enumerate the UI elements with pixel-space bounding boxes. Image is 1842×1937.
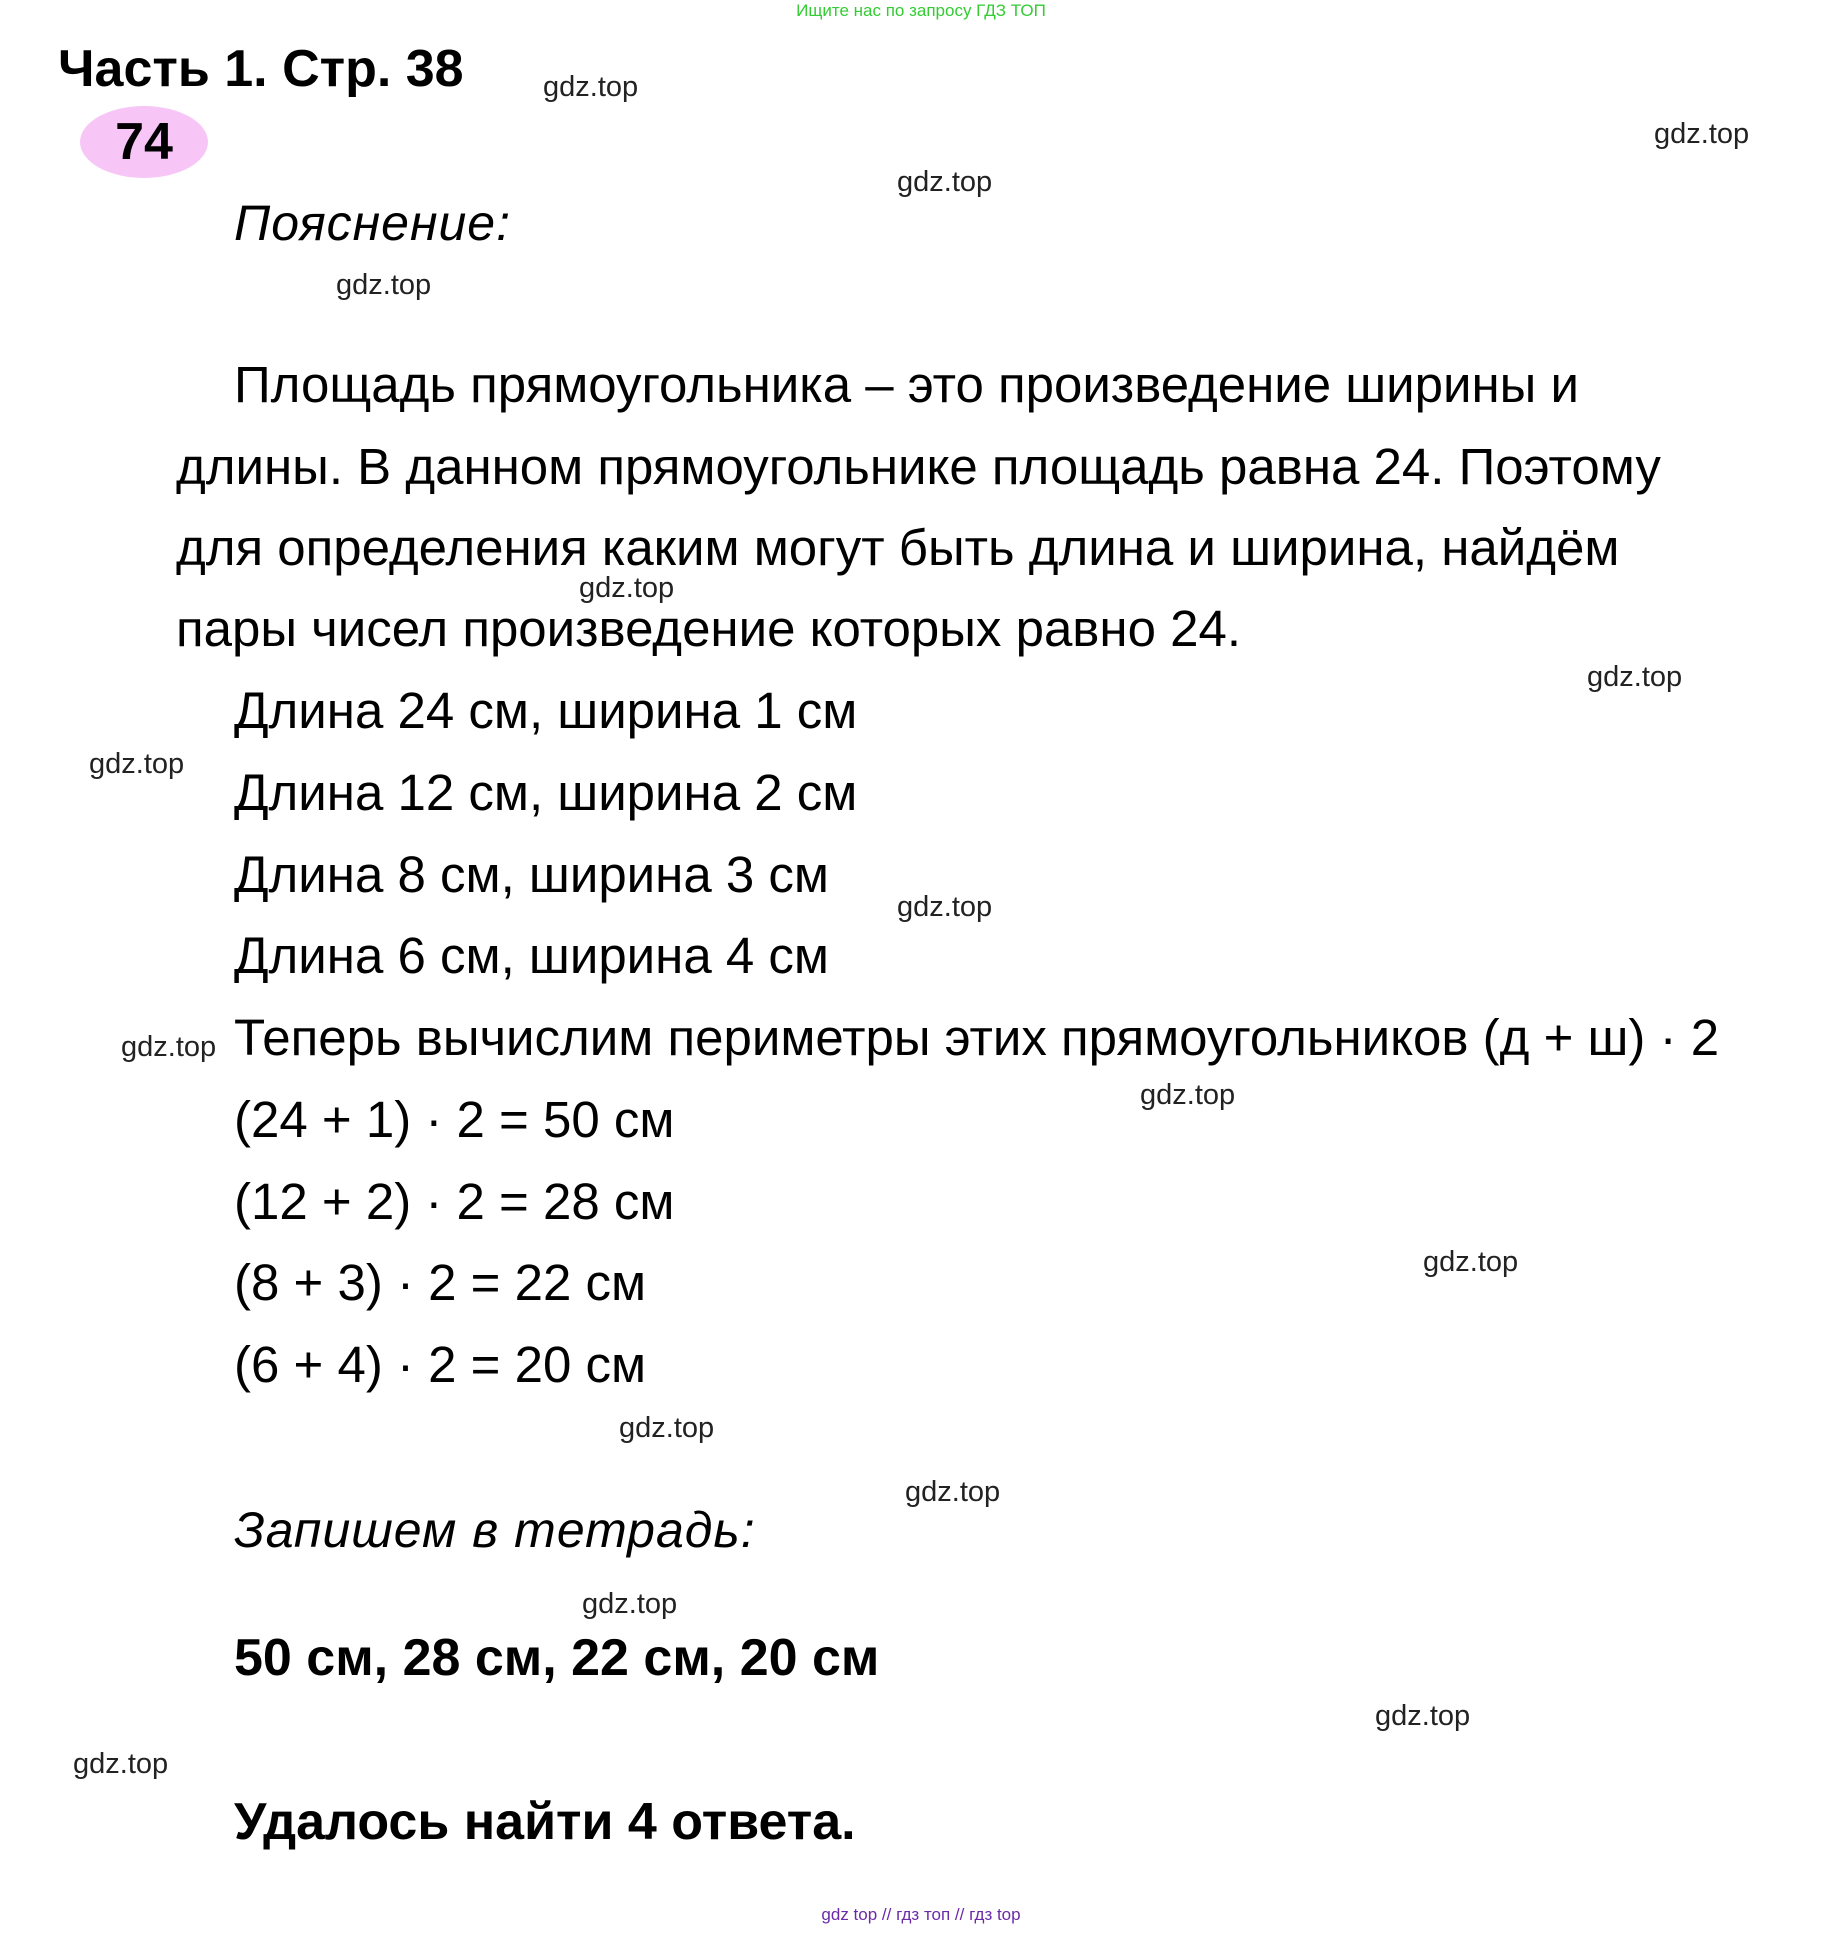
paragraph-line: длины. В данном прямоугольнике площадь равна 24. Поэтому <box>176 438 1661 495</box>
watermark: gdz.top <box>1140 1079 1236 1111</box>
watermark: gdz.top <box>579 572 675 604</box>
perimeter-calc: (8 + 3) · 2 = 22 см <box>234 1254 647 1311</box>
watermark: gdz.top <box>1654 118 1750 150</box>
watermark: gdz.top <box>905 1476 1001 1508</box>
paragraph-line: для определения каким могут быть длина и ширина, найдём <box>176 519 1620 576</box>
exercise-number: 74 <box>115 113 173 171</box>
paragraph-line: Площадь прямоугольника – это произведение ширины и <box>234 356 1580 413</box>
watermark: gdz.top <box>73 1748 169 1780</box>
dimension-pair: Длина 6 см, ширина 4 см <box>234 927 829 984</box>
paragraph-line: пары чисел произведение которых равно 24. <box>176 600 1241 657</box>
watermark: gdz.top <box>336 269 432 301</box>
watermark: gdz.top <box>897 166 993 198</box>
answer-line: 50 см, 28 см, 22 см, 20 см <box>234 1629 880 1687</box>
explanation-heading: Пояснение: <box>234 195 511 251</box>
dimension-pair: Длина 12 см, ширина 2 см <box>234 764 858 821</box>
conclusion-line: Удалось найти 4 ответа. <box>234 1793 856 1851</box>
perimeter-calc: (24 + 1) · 2 = 50 см <box>234 1091 675 1148</box>
watermark: gdz.top <box>1423 1246 1519 1278</box>
watermark: gdz.top <box>121 1031 217 1063</box>
footer-watermark: gdz top // гдз топ // гдз top <box>821 1905 1021 1924</box>
page-title: Часть 1. Стр. 38 <box>58 40 464 98</box>
watermark: gdz.top <box>619 1412 715 1444</box>
perimeter-intro: Теперь вычислим периметры этих прямоугольников (д + ш) · 2 <box>234 1009 1720 1066</box>
watermark: gdz.top <box>1587 661 1683 693</box>
watermark: gdz.top <box>582 1588 678 1620</box>
watermark: gdz.top <box>89 748 185 780</box>
watermark: gdz.top <box>897 891 993 923</box>
notebook-heading: Запишем в тетрадь: <box>234 1502 756 1558</box>
dimension-pair: Длина 8 см, ширина 3 см <box>234 846 829 903</box>
perimeter-calc: (12 + 2) · 2 = 28 см <box>234 1173 675 1230</box>
top-banner: Ищите нас по запросу ГДЗ ТОП <box>796 1 1046 20</box>
watermark: gdz.top <box>543 71 639 103</box>
perimeter-calc: (6 + 4) · 2 = 20 см <box>234 1336 647 1393</box>
dimension-pair: Длина 24 см, ширина 1 см <box>234 682 858 739</box>
watermark: gdz.top <box>1375 1700 1471 1732</box>
